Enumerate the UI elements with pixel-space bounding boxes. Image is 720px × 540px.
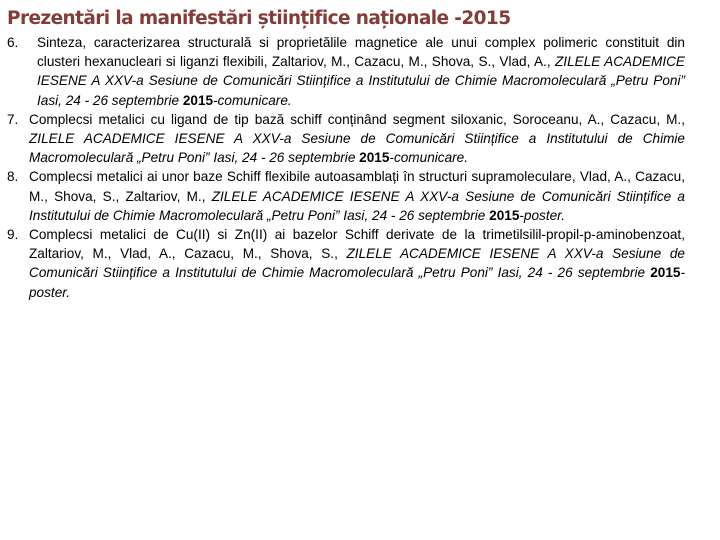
item-event: ZILELE ACADEMICE IESENE A XXV-a Sesiune de Comunicări Stiințifice a Institutului de Chimie Macromoleculară „Petru Poni” Iasi, 24 - 26 septembrie: [29, 131, 685, 166]
page-title: Prezentări la manifestări științifice naționale -2015: [7, 8, 511, 29]
list-item: [7, 225, 685, 302]
item-type: -comunicare.: [213, 92, 292, 108]
item-number: 8.: [7, 169, 19, 185]
item-year: 2015: [650, 265, 681, 281]
item-type: -poster.: [519, 207, 565, 223]
item-type: -poster.: [29, 265, 685, 300]
list-item: [7, 33, 685, 110]
publication-list: [7, 33, 685, 302]
item-authors: Complecsi metalici cu ligand de tip bază schiff conținând segment siloxanic, Soroceanu, A., Cazacu, M.,: [29, 111, 685, 127]
item-authors: Sinteza, caracterizarea structurală si proprietălile magnetice ale unui complex polimeric constituit din clusteri hexanucleari si liganzi flexibili, Zaltariov, M., Cazacu, M., Shova, S., Vlad, A.,: [37, 35, 685, 70]
item-year: 2015: [182, 92, 214, 108]
item-year: 2015: [359, 150, 390, 166]
list-item: [7, 110, 685, 168]
item-year: 2015: [489, 207, 520, 223]
list-item: [7, 167, 685, 225]
item-authors: Complecsi metalici de Cu(II) si Zn(II) ai bazelor Schiff derivate de la trimetilsilil-propil-p-aminobenzoat, Zaltariov, M., Vlad, A., Cazacu, M., Shova, S.,: [29, 227, 685, 262]
item-number: 9.: [7, 227, 19, 243]
item-number: 7.: [7, 111, 19, 127]
item-event: ZILELE ACADEMICE IESENE A XXV-a Sesiune de Comunicări Stiințifice a Institutului de Chimie Macromoleculară „Petru Poni” Iasi, 24 - 26 septembrie: [37, 54, 685, 108]
item-event: ZILELE ACADEMICE IESENE A XXV-a Sesiune de Comunicări Stiințifice a Institutului de Chimie Macromoleculară „Petru Poni” Iasi, 24 - 26 septembrie: [29, 246, 685, 281]
item-number: 6.: [7, 35, 19, 50]
item-type: -comunicare.: [389, 150, 468, 166]
item-authors: Complecsi metalici ai unor baze Schiff flexibile autoasamblați în structuri supramoleculare, Vlad, A., Cazacu, M., Shova, S., Zaltariov, M.,: [29, 169, 685, 204]
item-event: ZILELE ACADEMICE IESENE A XXV-a Sesiune de Comunicări Stiințifice a Institutului de Chimie Macromoleculară „Petru Poni” Iasi, 24 - 26 septembrie: [29, 188, 685, 223]
